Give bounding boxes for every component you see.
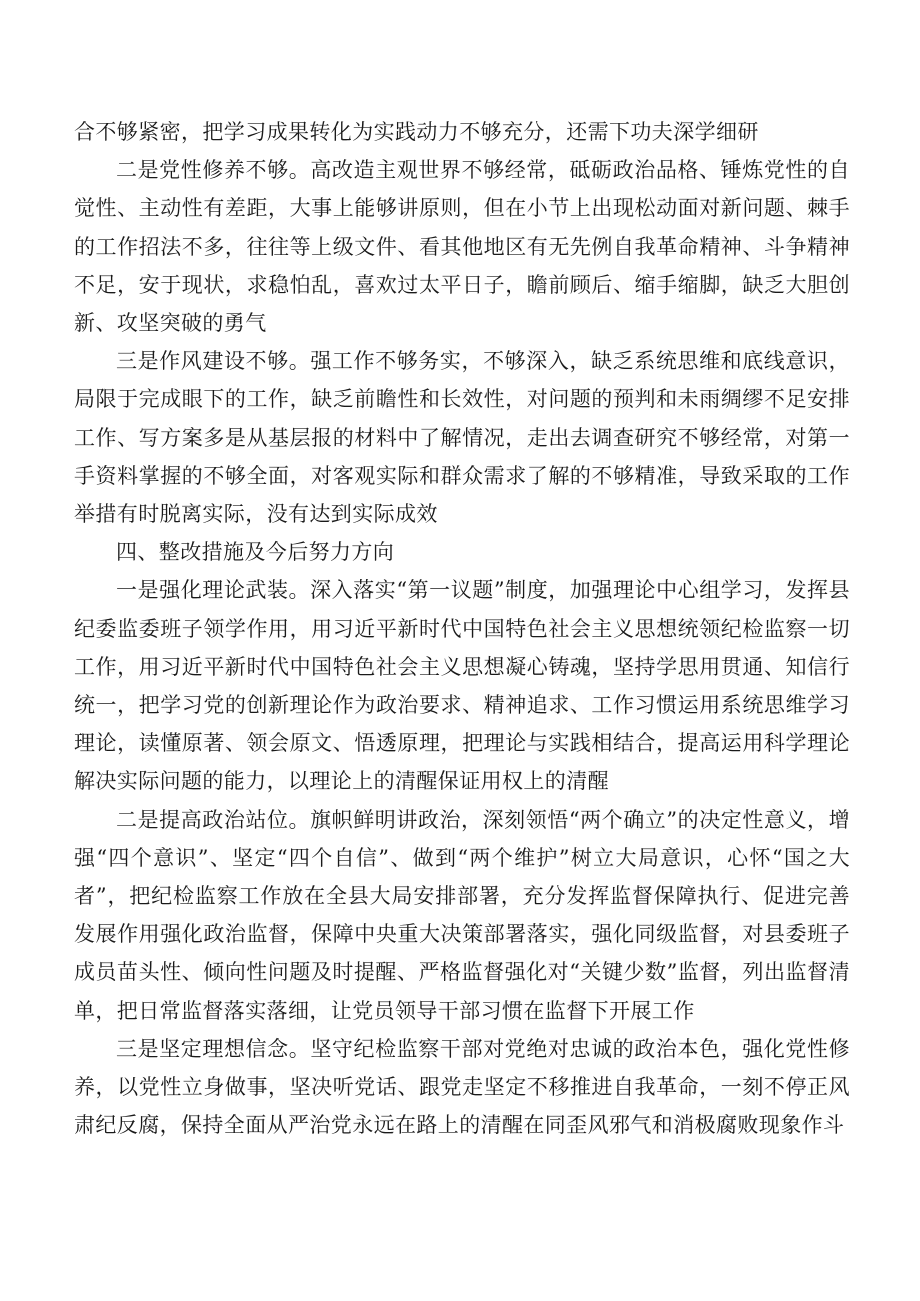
paragraph-political-stance: 二是提高政治站位。旗帜鲜明讲政治，深刻领悟“两个确立”的决定性意义，增强“四个意识”、坚定“四个自信”、做到“两个维护”树立大局意识，心怀“国之大者”，把纪检监察工作放在全县大局安排部署，充分发挥监督保障执行、促进完善发展作用强化政治监督，保障中央重大决策部署落实，强化同级监督，对县委班子成员苗头性、倾向性问题及时提醒、严格监督强化对“关键少数”监督，列出监督清单，把日常监督落实落细，让党员领导干部习惯在监督下开展工作 — [74, 807, 850, 1023]
paragraph-work-style: 三是作风建设不够。强工作不够务实，不够深入，缺乏系统思维和底线意识，局限于完成眼下的工作，缺乏前瞻性和长效性，对问题的预判和未雨绸缪不足安排工作、写方案多是从基层报的材料中了解情况，走出去调查研究不够经常，对第一手资料掌握的不够全面，对客观实际和群众需求了解的不够精准，导致采取的工作举措有时脱离实际，没有达到实际成效 — [74, 349, 850, 527]
paragraph-party-cultivation: 二是党性修养不够。高改造主观世界不够经常，砥砺政治品格、锤炼党性的自觉性、主动性有差距，大事上能够讲原则，但在小节上出现松动面对新问题、棘手的工作招法不多，往往等上级文件、看其他地区有无先例自我革命精神、斗争精神不足，安于现状，求稳怕乱，喜欢过太平日子，瞻前顾后、缩手缩脚，缺乏大胆创新、攻坚突破的勇气 — [74, 158, 850, 336]
paragraph-theory-arming: 一是强化理论武装。深入落实“第一议题”制度，加强理论中心组学习，发挥县纪委监委班子领学作用，用习近平新时代中国特色社会主义思想统领纪检监察一切工作，用习近平新时代中国特色社会主义思想凝心铸魂，坚持学思用贯通、知信行统一，把学习党的创新理论作为政治要求、精神追求、工作习惯运用系统思维学习理论，读懂原著、领会原文、悟透原理，把理论与实践相结合，提高运用科学理论解决实际问题的能力，以理论上的清醒保证用权上的清醒 — [74, 578, 850, 794]
document-body — [74, 113, 850, 1144]
paragraph-ideals-beliefs: 三是坚定理想信念。坚守纪检监察干部对党绝对忠诚的政治本色，强化党性修养，以党性立身做事，坚决听党话、跟党走坚定不移推进自我革命，一刻不停正风肃纪反腐，保持全面从严治党永远在路上的清醒在同歪风邪气和消极腐败现象作斗 — [74, 1036, 850, 1138]
section-heading-rectification: 四、整改措施及今后努力方向 — [116, 540, 395, 565]
paragraph-continuation: 合不够紧密，把学习成果转化为实践动力不够充分，还需下功夫深学细研 — [74, 120, 759, 144]
